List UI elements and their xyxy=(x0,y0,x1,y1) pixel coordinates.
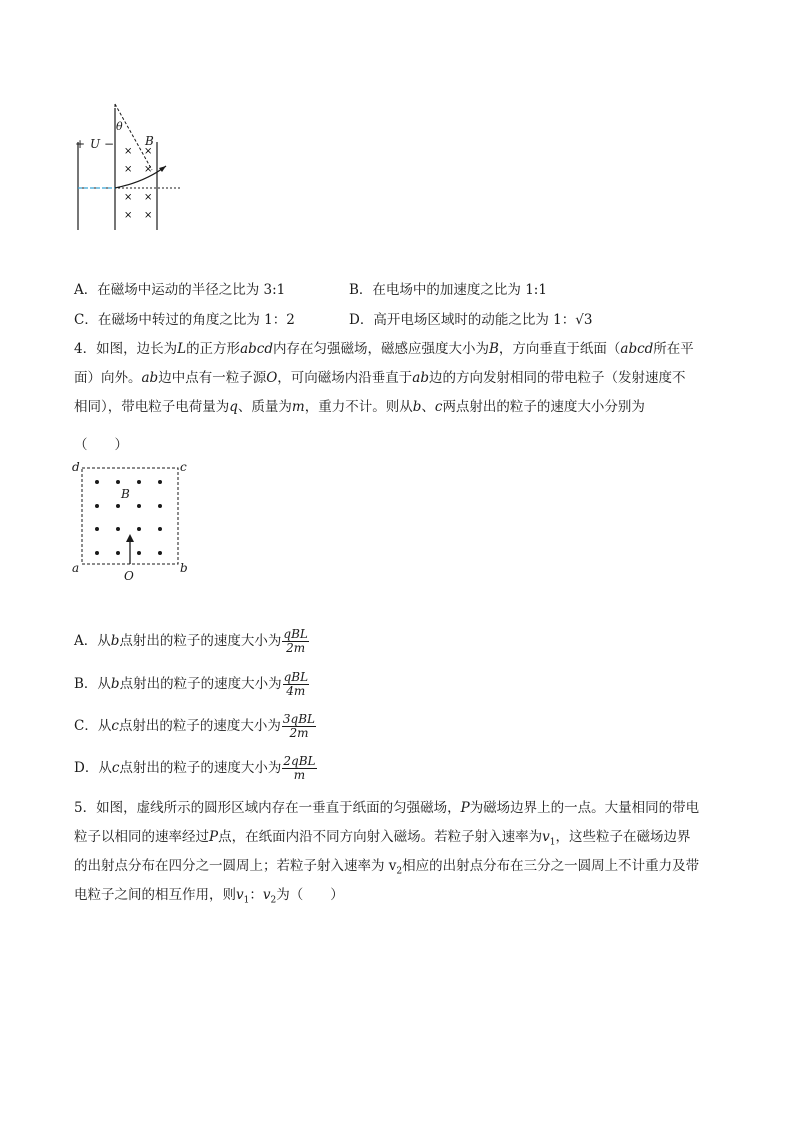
field-b-label: B xyxy=(121,487,130,501)
q5-stem-line1 xyxy=(74,799,699,817)
var-P: P xyxy=(460,800,470,816)
numerator: qBL xyxy=(283,670,309,684)
text: 为磁场边界上的一点。大量相同的带电 xyxy=(469,800,700,816)
text: ，方向垂直于纸面（ xyxy=(498,341,621,357)
q4-answer-bracket: （ ） xyxy=(74,437,128,453)
text: 点，在纸面内沿不同方向射入磁场。若粒子射入速率为 xyxy=(218,829,543,845)
text: D．从 xyxy=(74,760,112,776)
denominator: 2m xyxy=(289,726,309,740)
field-cross: × xyxy=(124,210,133,221)
q5-stem-line2 xyxy=(74,828,690,852)
text: 点射出的粒子的速度大小为 xyxy=(118,718,281,734)
theta-label: θ xyxy=(116,120,123,133)
var-v: v xyxy=(542,829,550,845)
var-ab: ab xyxy=(412,370,429,386)
text: 相应的出射点分布在三分之一圆周上不计重力及带 xyxy=(402,858,700,874)
text: 电粒子之间的相互作用，则 xyxy=(74,887,236,903)
numerator: 3qBL xyxy=(282,712,316,726)
fraction xyxy=(282,713,316,740)
q3-option-b: B．在电场中的加速度之比为 1:1 xyxy=(349,282,547,298)
field-diagram-1 xyxy=(60,98,200,238)
field-cross: × xyxy=(124,164,133,175)
text: B．从 xyxy=(74,676,111,692)
q4-option-a xyxy=(74,628,309,655)
field-cross: × xyxy=(144,210,153,221)
var-P: P xyxy=(209,829,219,845)
var-O: O xyxy=(266,370,278,386)
text: 、质量为 xyxy=(237,399,292,415)
text: 的出射点分布在四分之一圆周上；若粒子射入速率为 v xyxy=(74,858,397,874)
fraction xyxy=(283,671,309,698)
var-abcd: abcd xyxy=(620,341,654,357)
var-v: v xyxy=(262,887,271,903)
text: 相同），带电粒子电荷量为 xyxy=(74,399,230,415)
text: 内存在匀强磁场，磁感应强度大小为 xyxy=(272,341,489,357)
q5-stem-line4 xyxy=(74,886,344,910)
field-diagram-2 xyxy=(68,458,198,586)
var-point: b xyxy=(110,676,120,692)
field-cross: × xyxy=(124,146,133,157)
minus-label: − xyxy=(104,137,115,151)
var-m: m xyxy=(291,399,305,415)
corner-b-label: b xyxy=(180,561,188,575)
denominator: m xyxy=(293,768,306,782)
var-v: v xyxy=(236,887,244,903)
text: 边的方向发射相同的带电粒子（发射速度不 xyxy=(428,370,686,386)
text: 两点射出的粒子的速度大小分别为 xyxy=(442,399,645,415)
subscript: 2 xyxy=(396,866,403,877)
var-point: b xyxy=(110,633,120,649)
q4-stem-line1 xyxy=(74,340,694,358)
q4-stem-line2 xyxy=(74,369,685,387)
corner-d-label: d xyxy=(72,460,80,474)
field-cross: × xyxy=(124,192,133,203)
plus-label: + xyxy=(75,137,86,151)
q3-option-c: C．在磁场中转过的角度之比为 1：2 xyxy=(74,312,295,328)
q4-stem-line3 xyxy=(74,398,645,416)
q4-option-d xyxy=(74,755,317,782)
var-abcd: abcd xyxy=(240,341,273,357)
q3-option-d xyxy=(349,311,592,329)
text: 边中点有一粒子源 xyxy=(158,370,267,386)
text: 点射出的粒子的速度大小为 xyxy=(119,676,282,692)
text: 5．如图，虚线所示的圆形区域内存在一垂直于纸面的匀强磁场， xyxy=(74,800,461,816)
text: 面）向外。 xyxy=(74,370,142,386)
text: 点射出的粒子的速度大小为 xyxy=(119,760,282,776)
text: ，重力不计。则从 xyxy=(304,399,413,415)
subscript: 1 xyxy=(243,895,250,906)
var-ab: ab xyxy=(141,370,159,386)
text: ，这些粒子在磁场边界 xyxy=(555,829,691,845)
text: A．从 xyxy=(74,633,111,649)
denominator: 2m xyxy=(286,641,306,655)
numerator: 2qBL xyxy=(283,754,316,768)
text: 粒子以相同的速率经过 xyxy=(74,829,209,845)
numerator: qBL xyxy=(283,627,308,641)
var-b: b xyxy=(412,399,422,415)
q4-option-b xyxy=(74,671,309,698)
field-cross: × xyxy=(144,192,153,203)
q3-option-a: A．在磁场中运动的半径之比为 3:1 xyxy=(74,282,286,298)
text: 点射出的粒子的速度大小为 xyxy=(119,633,282,649)
q4-option-c xyxy=(74,713,316,740)
text: 的正方形 xyxy=(186,341,241,357)
var-B: B xyxy=(488,341,499,357)
field-cross: × xyxy=(144,146,153,157)
denominator: 4m xyxy=(286,684,306,698)
subscript: 2 xyxy=(270,895,277,906)
field-cross: × xyxy=(144,164,153,175)
var-L: L xyxy=(177,341,187,357)
var-point: c xyxy=(111,760,120,776)
corner-c-label: c xyxy=(180,460,187,474)
text: C．从 xyxy=(74,718,112,734)
text: 、 xyxy=(421,399,435,415)
corner-a-label: a xyxy=(72,561,80,575)
voltage-label: U xyxy=(90,137,101,151)
var-c: c xyxy=(434,399,443,415)
fraction xyxy=(282,755,316,782)
fraction xyxy=(282,628,308,655)
text: 4．如图，边长为 xyxy=(74,341,178,357)
sqrt-three: √3 xyxy=(575,312,593,328)
source-o-label: O xyxy=(124,569,134,583)
text: ： xyxy=(249,887,263,903)
magnetic-field-label: B xyxy=(145,134,154,148)
q5-stem-line3 xyxy=(74,857,699,881)
text: ，可向磁场内沿垂直于 xyxy=(277,370,413,386)
text: 所在平 xyxy=(653,341,694,357)
q3-option-d-text: D．高开电场区域时的动能之比为 1： xyxy=(349,312,576,328)
var-q: q xyxy=(229,399,238,415)
text: 为（ ） xyxy=(276,887,344,903)
var-point: c xyxy=(111,718,119,734)
subscript: 1 xyxy=(549,837,556,848)
